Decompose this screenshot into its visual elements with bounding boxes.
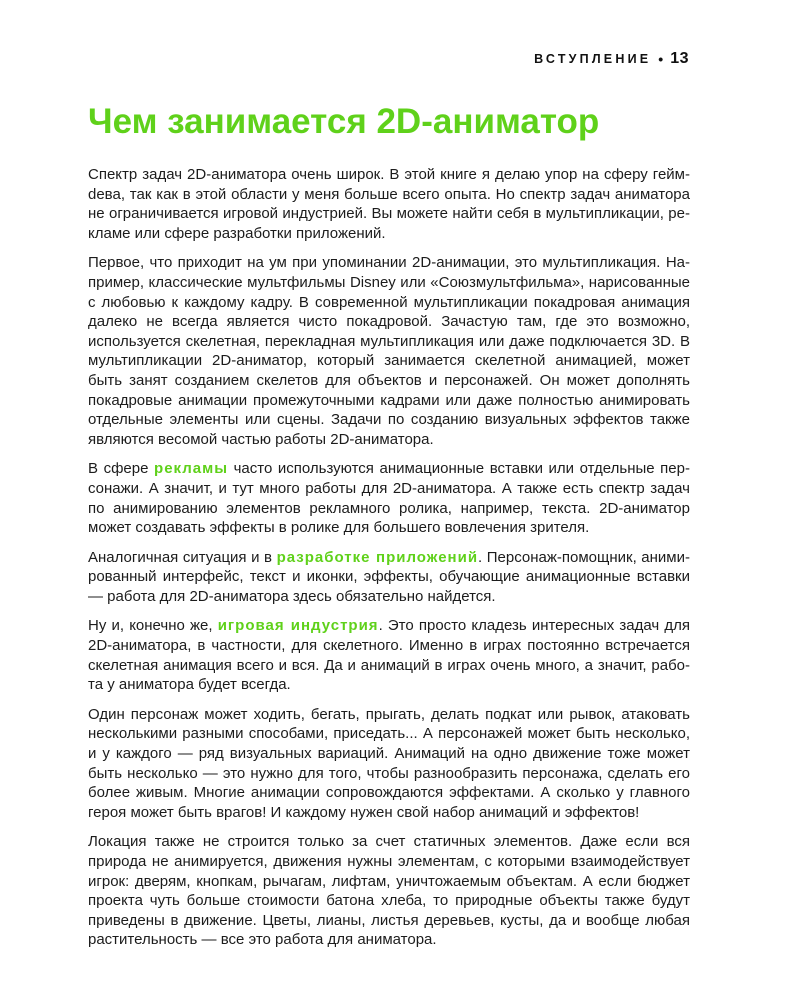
paragraph-characters: Один персонаж может ходить, бегать, прыгать, делать подкат или рывок, атаковать несколькими разными способами, приседать... А персонажей может быть несколько, и у каждого — ряд визуальных вариаций. Анимаций на одно движение тоже может быть несколько — это нужно для того, чтобы разнообразить персонажа, сделать его более живым. Многие анимации сопровождаются эффектами. А сколько у главного героя может быть врагов! И каждому нужен свой набор анимаций и эффектов! bbox=[88, 705, 690, 821]
paragraph-text: Аналогичная ситуация и в bbox=[88, 548, 277, 566]
paragraph-advertising bbox=[88, 459, 690, 537]
paragraph-text: . Персонаж-помощник, анимированный интерфейс, текст и иконки, эффекты, обучающие анимационные вставки — работа для 2D-аниматора здесь обязательно найдется. bbox=[88, 548, 691, 605]
paragraph-apps bbox=[88, 548, 690, 607]
paragraph-text: . Это просто кладезь интересных задач для 2D-аниматора, в частности, для скелетного. Именно в играх постоянно встречается скелетная анимация всего и вся. Да и анимаций в играх очень много, а значит, работа у аниматора будет всегда. bbox=[88, 617, 691, 694]
paragraph-intro: Спектр задач 2D-аниматора очень широк. В этой книге я делаю упор на сферу геймdева, так как в этой области у меня больше всего опыта. Но спектр задач аниматора не ограничивается игровой индустрией. Вы можете найти себя в мультипликации, рекламе или сфере разработки приложений. bbox=[88, 166, 690, 242]
header-bullet: • bbox=[658, 51, 664, 67]
body-text bbox=[88, 165, 690, 960]
paragraph-text: Ну и, конечно же, bbox=[88, 617, 218, 635]
highlight-apps: разработке приложений bbox=[276, 548, 479, 566]
highlight-games: игровая индустрия bbox=[217, 617, 379, 635]
page-number: 13 bbox=[670, 50, 689, 67]
paragraph-text: В сфере bbox=[88, 460, 155, 478]
paragraph-locations: Локация также не строится только за счет статичных элементов. Даже если вся природа не анимируется, движения нужны элементам, с которыми взаимодействует игрок: дверям, кнопкам, рычагам, лифтам, уничтожаемым объектам. А если бюджет проекта чуть больше стоимости батона хлеба, то природные объекты также будут приведены в движение. Цветы, лианы, листья деревьев, кусты, да и вообще любая растительность — все это работа для аниматора. bbox=[88, 833, 690, 949]
highlight-advertising: рекламы bbox=[154, 460, 229, 478]
paragraph-animation: Первое, что приходит на ум при упоминании 2D-анимации, это мультипликация. Например, классические мультфильмы Disney или «Союзмультфильма», нарисованные с любовью к каждому кадру. В современной мультипликации покадровая анимация далеко не всегда является чисто покадровой. Зачастую там, где это возможно, используется скелетная, перекладная мультипликация или даже подключается 3D. В мультипликации 2D-аниматор, который занимается скелетной анимацией, может быть занят созданием скелетов для объектов и персонажей. Он может дополнять покадровые анимации промежуточными кадрами или даже полностью анимировать отдельные элементы или сцены. Задачи по созданию визуальных эффектов также являются весомой частью работы 2D-аниматора. bbox=[88, 254, 690, 448]
running-header bbox=[534, 50, 689, 68]
page-title: Чем занимается 2D-аниматор bbox=[88, 102, 600, 141]
paragraph-games bbox=[88, 616, 690, 694]
paragraph-text: часто используются анимационные вставки или отдельные персонажи. А значит, и тут много работы для 2D-аниматора. А также есть спектр задач по анимированию элементов рекламного ролика, например, текста. 2D-аниматор может создавать эффекты в ролике для большего вовлечения зрителя. bbox=[88, 460, 690, 537]
section-name: ВСТУПЛЕНИЕ bbox=[534, 52, 652, 66]
